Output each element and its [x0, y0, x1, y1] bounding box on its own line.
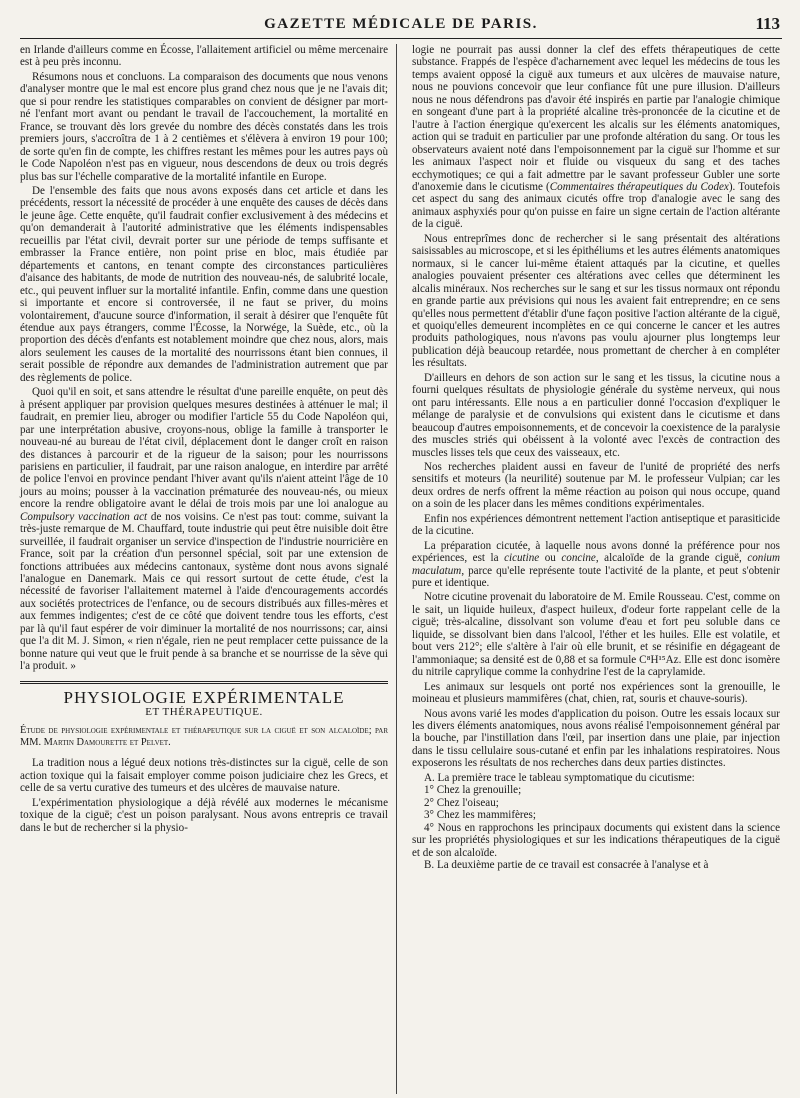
text-run: logie ne pourrait pas aussi donner la clef des effets thérapeutiques de cette substance. Frappés de l'espèce d'acharnement avec lequel les médecins de tous les temps avaient opposé la ciguë aux tumeurs et aux ulcères de mauvaise nature, nous ne pouvions concevoir que leur confiance fût une pure illusion. D'ailleurs nous ne nous défendrons pas d'avoir été inspirés en partie par l'analogie chimique en songeant d'une part à la propriété alcaline très-prononcée de la cicutine et de l'autre à l'action énergique qu'exercent les alcalis sur les éléments anatomiques, action qui se traduit en particulier par une profonde altération du sang. Or tous les observateurs avaient noté dans l'empoisonnement par la ciguë sur l'homme et sur les animaux l'aspect noir et fluide ou visqueux du sang et des taches ecchymotiques; ce qui a fait admettre par le savant professeur Gubler une sorte d'anoxemie dans le cicutisme (: [412, 44, 780, 193]
section-subtitle: ET THÉRAPEUTIQUE.: [145, 706, 263, 719]
paragraph: De l'ensemble des faits que nous avons exposés dans cet article et dans les précédents, ressort la nécessité de procéder à une enquête des causes de décès dans le jeune âge. Cette enquête, qu'il faudrait confier exclusivement à des médecins et qu'on demanderait à l'autorité administrative que les éléments indispensables recueillis par l'état civil, devrait porter sur une période de temps suffisante et embrasser la France entière, non point prise en bloc, mais étudiée par départements et cantons, en tenant compte des circonstances particulières d'aisance des habitants, de mode de nutrition des nouveau-nés, de salubrité locale, etc., qui peuvent influer sur la mortalité infantile. Enfin, comme dans une question si importante et encore si controversée, il ne faut se priver, du moins volontairement, d'aucune source d'information, il serait à désirer que l'enquête fût étendue aux pays étrangers, comme l'Écosse, la Norwége, la Suède, etc., où la proportion des décès d'enfants est notablement moindre que chez nous, alors, mais alors seulement les causes de la mortalité des nourrissons étant bien connues, il serait possible de répondre aux demandes de l'administration autrement que par des règlements de police.: [20, 184, 388, 384]
text-run: La préparation cicutée, à laquelle nous avons donné la préférence pour nos expériences, est la: [412, 539, 780, 565]
section-rule: [20, 683, 388, 684]
list-item: 2° Chez l'oiseau;: [424, 796, 499, 809]
list-item: 4° Nous en rapprochons les principaux documents qui existent dans la science sur les propriétés physiologiques et sur les indications thérapeutiques de la ciguë et de son alcaloïde.: [412, 821, 780, 859]
left-column: [20, 44, 388, 836]
column-divider: [396, 44, 397, 1094]
paragraph: Nous avons varié les modes d'application du poison. Outre les essais locaux sur les divers éléments anatomiques, nous avons réalisé l'empoisonnement général par la bouche, par l'instillation dans l'œil, par insertion dans une plaie, par injection dans le tissu cellulaire sous-cutané et enfin par les inhalations respiratoires. Nous exposerons les résultats de nos recherches dans deux parties distinctes.: [412, 707, 780, 770]
italic-text: Compulsory vaccination act: [20, 510, 148, 523]
text-run: , alcaloïde de la grande ciguë,: [595, 552, 748, 565]
paragraph: D'ailleurs en dehors de son action sur le sang et les tissus, la cicutine nous a fourni quelques résultats de physiologie générale du système nerveux, qui nous ont paru intéressants. Elle nous a en particulier donné l'occasion d'expliquer le mélange de paralysie et de convulsions qui existent dans le cicutisme et dans beaucoup d'autres empoisonnements, et de concevoir la coexistence de la paralysie des muscles striés qui obéissent à la volonté avec l'excès de contraction des muscles lisses tels que ceux des vaisseaux, etc.: [412, 371, 780, 459]
paragraph: [412, 540, 780, 590]
paragraph: L'expérimentation physiologique a déjà révélé aux modernes le mécanisme toxique de la ciguë; c'est un poison paralysant. Nous avons entrepris ce travail dans le but de rechercher si la physio-: [20, 796, 388, 834]
list-item: 1° Chez la grenouille;: [424, 784, 522, 797]
paragraph: en Irlande d'ailleurs comme en Écosse, l'allaitement artificiel ou même mercenaire est à peu près inconnu.: [20, 44, 388, 69]
italic-text: Commentaires thérapeutiques du Codex: [549, 180, 729, 193]
list-item: A. La première trace le tableau symptomatique du cicutisme:: [424, 771, 695, 784]
header-rule: [20, 38, 782, 39]
paragraph: [412, 44, 780, 231]
page-number: 113: [755, 14, 780, 33]
list-item: B. La deuxième partie de ce travail est consacrée à l'analyse et à: [424, 859, 709, 871]
paragraph: La tradition nous a légué deux notions très-distinctes sur la ciguë, celle de son action toxique qui la faisait employer comme poison judiciaire chez les Grecs, et celle de sa vertu curative des tumeurs et des ulcères de mauvaise nature.: [20, 757, 388, 795]
paragraph: Les animaux sur lesquels ont porté nos expériences sont la grenouille, le moineau et plusieurs mammifères (chat, chien, rat, souris et chauve-souris).: [412, 680, 780, 706]
paragraph: [20, 386, 388, 672]
list-item: 3° Chez les mammifères;: [424, 809, 536, 822]
paragraph: Résumons nous et concluons. La comparaison des documents que nous venons d'analyser montre que le mal est encore plus grand chez nous que je ne l'avais dit; que si pour rendre les statistiques comparables on convient de désigner par mort-né l'enfant mort avant ou pendant le travail de l'accouchement, la mortalité en France, se trouvant dès lors grevée du nombre des décès constatés dans les trois premiers jours, s'accroîtra de 1 à 2 centièmes et s'élèvera à environ 19 pour 100; de sorte qu'en fin de compte, les chiffres restant les mêmes pour les autres pays où le Code Napoléon n'est pas en vigueur, nous descendons de deux ou trois degrés plus bas sur l'échelle comparative de la mortalité infantile en Europe.: [20, 70, 388, 183]
text-run: Quoi qu'il en soit, et sans attendre le résultat d'une pareille enquête, on peut dès à présent appliquer par provision quelques mesures destinées à atténuer le mal; il faudrait, en premier lieu, abroger ou modifier l'article 55 du Code Napoléon qui, par une interprétation abusive, croyons-nous, oblige la famille à transporter le nouveau-né au bureau de l'état civil, déplacement dont le danger croît en raison des distances à parcourir et de la rigueur de la saison; pour les nourrissons parisiens en particulier, il faudrait, par une raison analogue, en interdire par arrêté de police l'envoi en province pendant l'hiver avant qu'ils n'aient atteint l'âge de 10 jours au moins; pousser à la vaccination prématurée des nouveau-nés, ou mieux encore la rendre obligatoire avant le délai de trois mois par une loi analogue au: [20, 386, 388, 511]
page-header: [20, 12, 782, 38]
article-heading: Étude de physiologie expérimentale et thérapeutique sur la ciguë et son alcaloïde; par MM. Martin Damourette et Pelvet.: [20, 724, 388, 749]
text-run: , parce qu'elle représente toute l'activité de la plante, et peut s'obtenir pure et identique.: [412, 564, 780, 590]
text-run: ). Toutefois cet aspect du sang des animaux cicutés offre trop d'analogie avec le sang des animaux asphyxiés pour qu'on puisse en faire un signe certain de l'action altérante de la ciguë.: [412, 180, 780, 231]
text-run: ou: [539, 552, 562, 565]
section-title: PHYSIOLOGIE EXPÉRIMENTALE: [63, 687, 345, 707]
text-run: de nos voisins. Ce n'est pas tout: comme, suivant la très-juste remarque de M. Chauffard, toute industrie qui peut être nuisible doit être surveillée, il faudrait organiser un service d'inspection de l'industrie nourricière en France, soit par la création d'un personnel spécial, soit par une extension de fonctions attribuées aux médecins cantonaux, système dont nous avons signalé l'analogue en Danemark. Mais ce qui ressort surtout de cette étude, c'est la nécessité de favoriser l'allaitement maternel à l'aide d'encouragements accordés aux sociétés protectrices de l'enfance, ou de secours distribués aux filles-mères et aux femmes indigentes; c'est de ce côté que doivent tendre tous les efforts, c'est par là qu'il faut espérer de voir diminuer la mortalité de nos nourrissons; car, ainsi que l'a dit M. J. Simon, « rien n'égale, rien ne peut remplacer cette puissance de la bonne nature qui veut que le fruit pende à sa branche et se nourrisse de la sève qui l'a produit. »: [20, 510, 388, 673]
paragraph: Nous entreprîmes donc de rechercher si le sang présentait des altérations saisissables au microscope, et si les épithéliums et les autres éléments anatomiques normaux, si le cancer lui-même étaient attaqués par la cicutine, et quelles analogies pouvaient présenter ces altérations avec celles que déterminent les alcalis minéraux. Nos recherches sur le sang et sur les tissus normaux ont répondu en grande partie aux prévisions qui nous les avaient fait entreprendre; en ce sens qu'elles nous permettent d'établir d'une façon positive l'action altérante de la ciguë, et quoiqu'elles demeurent incomplètes en ce qui concerne le cancer et les autres produits pathologiques, nous n'avons pas voulu ajourner plus longtemps leur publication déjà beaucoup retardée, nous promettant de chercher à en compléter les résultats.: [412, 232, 780, 370]
paragraph: Nos recherches plaident aussi en faveur de l'unité de propriété des nerfs sensitifs et moteurs (la neurilité) soutenue par M. le professeur Vulpian; car les deux ordres de nerfs offrent la même réaction au poison qui nous occupe, quand on a soin de les placer dans les mêmes conditions expérimentales.: [412, 460, 780, 511]
section-rule: [20, 681, 388, 682]
paragraph: Enfin nos expériences démontrent nettement l'action antiseptique et parasiticide de la cicutine.: [412, 512, 780, 538]
italic-text: conium maculatum: [412, 552, 780, 577]
paragraph: Notre cicutine provenait du laboratoire de M. Emile Rousseau. C'est, comme on le sait, un liquide huileux, d'aspect huileux, d'odeur forte rappelant celle de la ciguë; très-alcaline, dissolvant son volume d'eau et fort peu soluble dans ce liquide, se dissolvant bien dans l'alcool, l'éther et les huiles. Elle est volatile, et bout vers 212°; elle s'altère à l'air où elle brunit, et se résinifie en dégageant de l'ammoniaque; sa densité est de 0,88 et sa formule C⁸H¹⁵Az. Elle est donc isomère du nitrile caprylique comme la conhydrine l'est de la caprylamide.: [412, 591, 780, 679]
journal-title: GAZETTE MÉDICALE DE PARIS.: [264, 16, 538, 32]
right-column: [412, 44, 780, 871]
italic-text: concine: [561, 552, 596, 565]
italic-text: cicutine: [504, 552, 540, 565]
